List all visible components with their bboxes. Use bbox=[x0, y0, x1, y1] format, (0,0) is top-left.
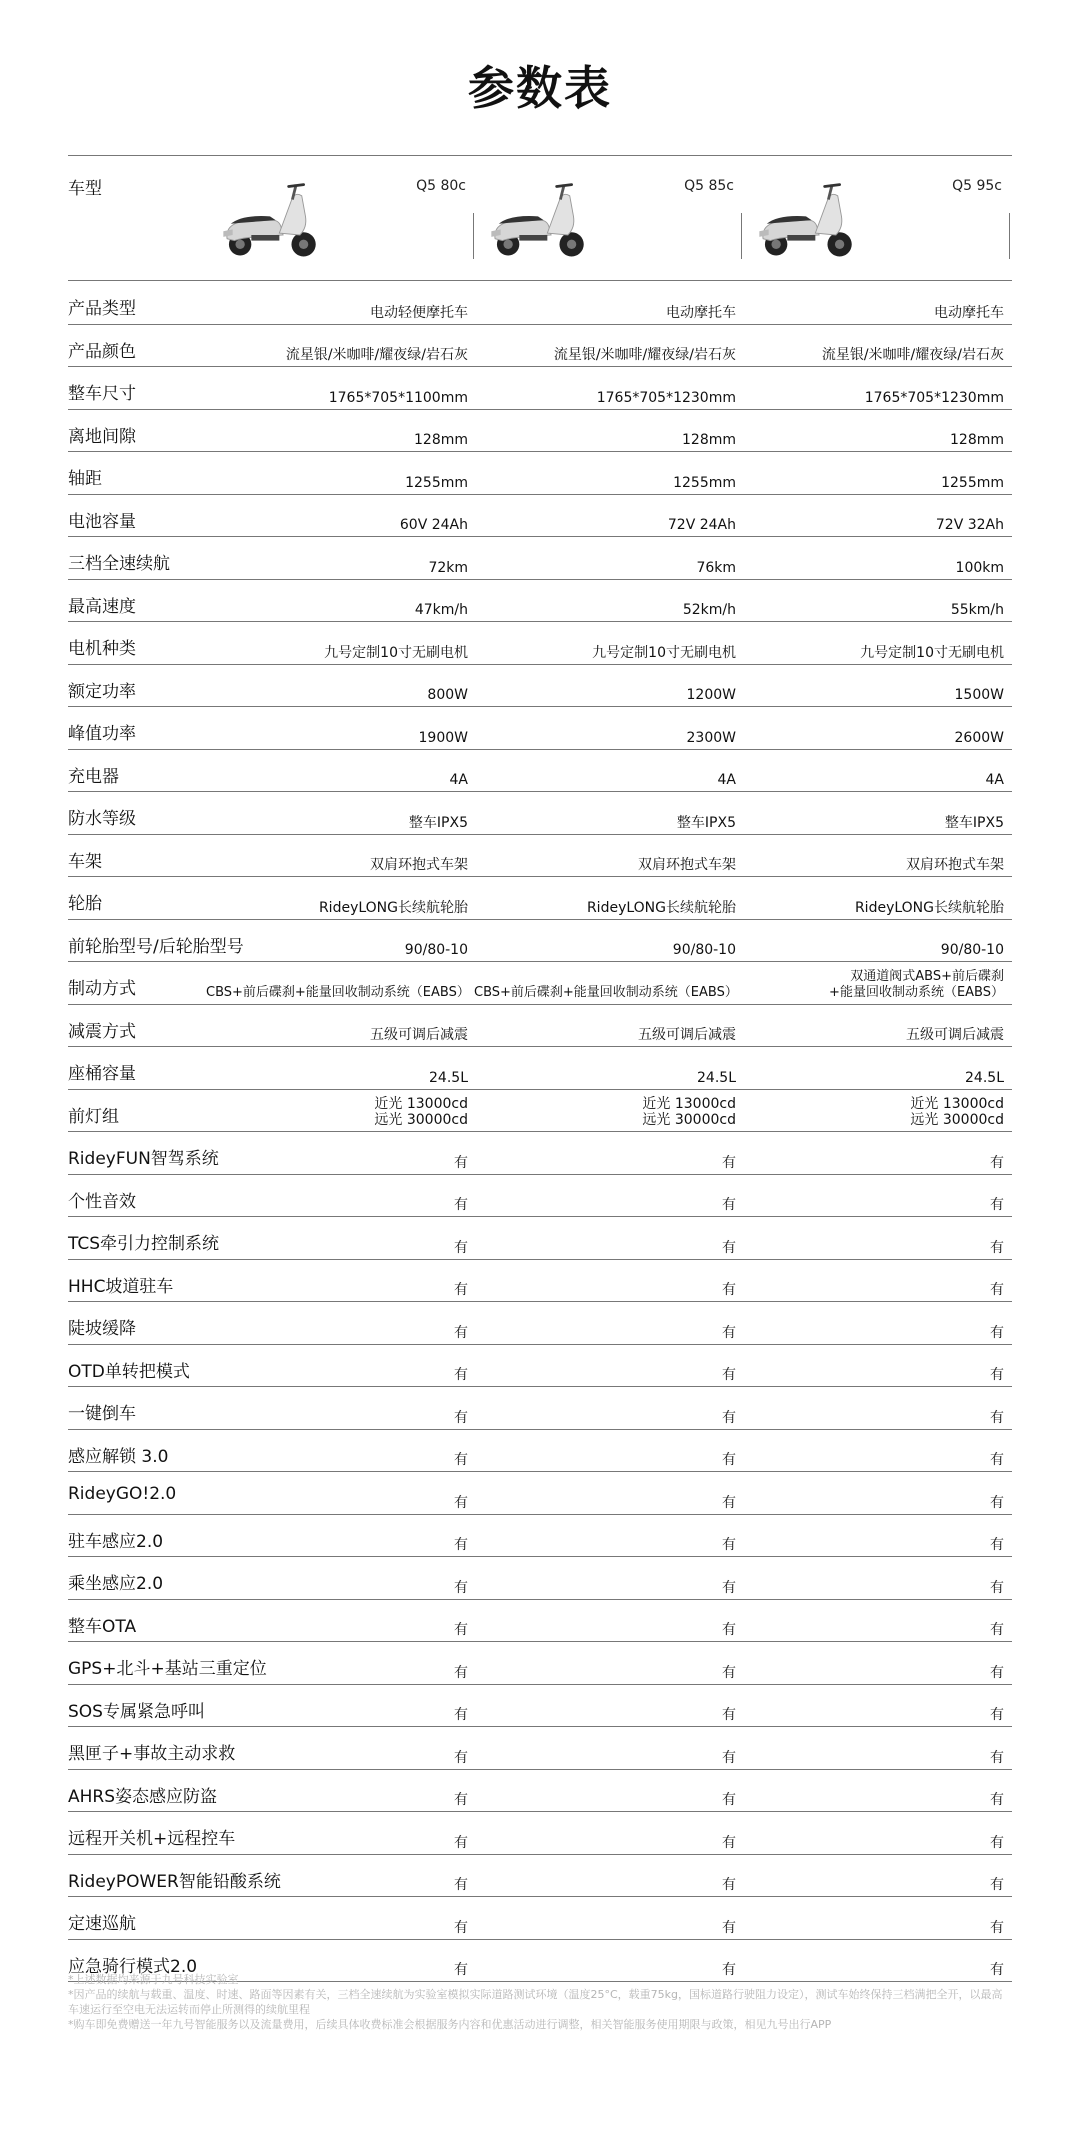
spec-label: TCS牵引力控制系统 bbox=[68, 1234, 220, 1254]
spec-value: 90/80-10 bbox=[672, 942, 736, 958]
spec-row bbox=[68, 1302, 1012, 1345]
spec-value: 有 bbox=[454, 1154, 468, 1171]
spec-label: AHRS姿态感应防盗 bbox=[68, 1786, 218, 1807]
spec-value: 800W bbox=[427, 687, 468, 703]
spec-label: 峰值功率 bbox=[68, 724, 136, 744]
spec-row bbox=[68, 1897, 1012, 1940]
model-column-1 bbox=[206, 158, 474, 280]
spec-value: 有 bbox=[454, 1622, 468, 1638]
spec-label: 减震方式 bbox=[68, 1021, 136, 1042]
spec-value: 有 bbox=[990, 1537, 1004, 1553]
spec-value: 有 bbox=[454, 1834, 468, 1851]
spec-label: 远程开关机+远程控车 bbox=[68, 1829, 236, 1849]
spec-value: 有 bbox=[454, 1324, 468, 1341]
model-name: Q5 85c bbox=[684, 178, 734, 194]
spec-value: 流星银/米咖啡/耀夜绿/岩石灰 bbox=[285, 347, 468, 363]
spec-value: 有 bbox=[722, 1409, 736, 1426]
spec-label: 前轮胎型号/后轮胎型号 bbox=[68, 936, 244, 957]
spec-value: 双肩环抱式车架 bbox=[638, 857, 736, 873]
spec-value: 1765*705*1230mm bbox=[864, 389, 1004, 406]
spec-value: 有 bbox=[454, 1579, 468, 1596]
spec-value: 整车IPX5 bbox=[676, 814, 736, 831]
spec-row bbox=[68, 410, 1012, 453]
spec-label: 陡坡缓降 bbox=[68, 1319, 136, 1339]
spec-value: 双通道阀式ABS+前后碟刹 +能量回收制动系统（EABS） bbox=[829, 968, 1004, 1000]
spec-value: 128mm bbox=[950, 432, 1004, 448]
spec-value: 有 bbox=[990, 1622, 1004, 1638]
spec-value: 47km/h bbox=[414, 602, 468, 618]
spec-label: 产品类型 bbox=[68, 299, 136, 319]
spec-value: 72V 32Ah bbox=[935, 517, 1004, 533]
spec-value: 双肩环抱式车架 bbox=[370, 857, 468, 873]
spec-row bbox=[68, 495, 1012, 538]
spec-row bbox=[68, 1090, 1012, 1133]
model-column-3 bbox=[742, 158, 1010, 280]
spec-value: 128mm bbox=[682, 432, 736, 448]
spec-value: 有 bbox=[722, 1919, 736, 1936]
spec-value: 有 bbox=[454, 1749, 468, 1766]
spec-value: 有 bbox=[722, 1494, 736, 1511]
model-header-row bbox=[68, 158, 1012, 281]
spec-value: 72km bbox=[428, 559, 468, 576]
spec-value: RideyLONG长续航轮胎 bbox=[586, 899, 736, 916]
spec-value: 双肩环抱式车架 bbox=[906, 857, 1004, 873]
spec-value: 有 bbox=[454, 1452, 468, 1468]
spec-row bbox=[68, 707, 1012, 750]
spec-value: 1900W bbox=[418, 729, 468, 746]
spec-value: 2300W bbox=[686, 729, 736, 746]
spec-label: RideyGO!2.0 bbox=[68, 1484, 177, 1504]
spec-label: 车架 bbox=[68, 851, 102, 872]
spec-row bbox=[68, 1175, 1012, 1218]
spec-row bbox=[68, 1387, 1012, 1430]
spec-row bbox=[68, 1345, 1012, 1388]
spec-row bbox=[68, 1770, 1012, 1813]
spec-value: 有 bbox=[454, 1664, 468, 1681]
spec-row bbox=[68, 1727, 1012, 1770]
spec-value: 4A bbox=[717, 772, 736, 788]
spec-value: 有 bbox=[722, 1622, 736, 1638]
spec-value: 24.5L bbox=[697, 1069, 736, 1086]
spec-table bbox=[68, 282, 1012, 1982]
spec-value: 有 bbox=[722, 1239, 736, 1256]
spec-value: 有 bbox=[990, 1749, 1004, 1766]
spec-value: 52km/h bbox=[682, 602, 736, 618]
spec-value: 有 bbox=[722, 1537, 736, 1553]
spec-label: 最高速度 bbox=[68, 596, 136, 617]
spec-row bbox=[68, 580, 1012, 623]
spec-value: 五级可调后减震 bbox=[370, 1027, 468, 1043]
spec-value: 近光 13000cd 远光 30000cd bbox=[374, 1096, 468, 1128]
spec-row bbox=[68, 1557, 1012, 1600]
spec-row bbox=[68, 325, 1012, 368]
spec-value: 100km bbox=[955, 559, 1004, 576]
spec-value: 有 bbox=[722, 1452, 736, 1468]
spec-label: 定速巡航 bbox=[68, 1914, 136, 1934]
spec-value: 有 bbox=[454, 1919, 468, 1936]
spec-value: 55km/h bbox=[950, 602, 1004, 618]
spec-value: 有 bbox=[722, 1877, 736, 1893]
spec-value: 有 bbox=[454, 1962, 468, 1978]
model-column-2 bbox=[474, 158, 742, 280]
spec-row bbox=[68, 750, 1012, 793]
spec-label: 产品颜色 bbox=[68, 341, 136, 362]
spec-value: 有 bbox=[454, 1707, 468, 1723]
spec-label: 整车OTA bbox=[68, 1616, 137, 1637]
spec-value: 有 bbox=[454, 1494, 468, 1511]
spec-value: 有 bbox=[990, 1452, 1004, 1468]
spec-value: 90/80-10 bbox=[940, 942, 1004, 958]
spec-row bbox=[68, 1642, 1012, 1685]
spec-value: 有 bbox=[454, 1792, 468, 1808]
spec-row bbox=[68, 962, 1012, 1005]
spec-value: 1765*705*1100mm bbox=[328, 389, 468, 406]
spec-value: 1255mm bbox=[673, 474, 736, 491]
spec-value: 4A bbox=[985, 772, 1004, 788]
spec-row bbox=[68, 1472, 1012, 1515]
spec-value: 90/80-10 bbox=[404, 942, 468, 958]
spec-label: SOS专属紧急呼叫 bbox=[68, 1701, 205, 1722]
spec-label: 离地间隙 bbox=[68, 426, 136, 447]
spec-label: 电池容量 bbox=[68, 511, 136, 532]
spec-label: 座桶容量 bbox=[68, 1064, 136, 1084]
footnote: *购车即免费赠送一年九号智能服务以及流量费用，后续具体收费标准会根据服务内容和优惠活动进行调整，相关智能服务使用期限与政策，相见九号出行APP bbox=[68, 2018, 832, 2031]
spec-value: 有 bbox=[454, 1367, 468, 1383]
spec-value: 有 bbox=[990, 1367, 1004, 1383]
spec-value: 近光 13000cd 远光 30000cd bbox=[910, 1096, 1004, 1128]
spec-value: 24.5L bbox=[965, 1069, 1004, 1086]
model-name: Q5 95c bbox=[952, 178, 1002, 194]
spec-label: 电机种类 bbox=[68, 639, 136, 659]
spec-value: 五级可调后减震 bbox=[906, 1027, 1004, 1043]
spec-row bbox=[68, 1812, 1012, 1855]
page-title: 参数表 bbox=[468, 61, 612, 115]
spec-value: 有 bbox=[990, 1239, 1004, 1256]
spec-value: 1255mm bbox=[941, 474, 1004, 491]
spec-value: CBS+前后碟刹+能量回收制动系统（EABS） bbox=[474, 984, 738, 1000]
spec-value: 有 bbox=[722, 1792, 736, 1808]
spec-value: 有 bbox=[990, 1494, 1004, 1511]
spec-value: RideyLONG长续航轮胎 bbox=[318, 899, 468, 916]
spec-label: 驻车感应2.0 bbox=[68, 1531, 164, 1552]
spec-value: 九号定制10寸无刷电机 bbox=[324, 644, 468, 661]
spec-value: 有 bbox=[722, 1707, 736, 1723]
spec-row bbox=[68, 367, 1012, 410]
spec-value: 有 bbox=[990, 1324, 1004, 1341]
spec-row bbox=[68, 1260, 1012, 1303]
spec-value: 有 bbox=[722, 1282, 736, 1298]
spec-label: 轴距 bbox=[68, 469, 102, 489]
spec-value: 有 bbox=[722, 1579, 736, 1596]
spec-value: 有 bbox=[990, 1197, 1004, 1213]
spec-value: 有 bbox=[454, 1197, 468, 1213]
spec-label: 乘坐感应2.0 bbox=[68, 1574, 164, 1594]
spec-value: 有 bbox=[990, 1409, 1004, 1426]
footnote: *上述数据均来源于九号科技实验室 bbox=[68, 1973, 239, 1986]
spec-row bbox=[68, 282, 1012, 325]
spec-value: 电动轻便摩托车 bbox=[370, 304, 468, 321]
spec-value: 有 bbox=[990, 1834, 1004, 1851]
spec-row bbox=[68, 792, 1012, 835]
spec-value: 1200W bbox=[686, 687, 736, 703]
spec-label: 额定功率 bbox=[68, 681, 136, 702]
spec-value: 九号定制10寸无刷电机 bbox=[592, 644, 736, 661]
model-header-label: 车型 bbox=[68, 179, 102, 199]
spec-value: 76km bbox=[696, 559, 736, 576]
spec-row bbox=[68, 1855, 1012, 1898]
spec-value: 九号定制10寸无刷电机 bbox=[860, 644, 1004, 661]
spec-row bbox=[68, 877, 1012, 920]
spec-value: RideyLONG长续航轮胎 bbox=[854, 899, 1004, 916]
spec-value: 整车IPX5 bbox=[408, 814, 468, 831]
spec-row bbox=[68, 665, 1012, 708]
spec-value: 有 bbox=[990, 1579, 1004, 1596]
spec-value: 有 bbox=[990, 1919, 1004, 1936]
spec-row bbox=[68, 1430, 1012, 1473]
spec-value: 有 bbox=[990, 1664, 1004, 1681]
spec-row bbox=[68, 1600, 1012, 1643]
scooter-image bbox=[750, 176, 862, 266]
model-name: Q5 80c bbox=[416, 178, 466, 194]
spec-value: 60V 24Ah bbox=[399, 517, 468, 533]
spec-label: 应急骑行模式2.0 bbox=[68, 1956, 198, 1977]
spec-row bbox=[68, 1217, 1012, 1260]
spec-row bbox=[68, 920, 1012, 963]
spec-value: 有 bbox=[722, 1197, 736, 1213]
spec-value: 有 bbox=[722, 1664, 736, 1681]
spec-value: 整车IPX5 bbox=[944, 814, 1004, 831]
scooter-image bbox=[482, 176, 594, 266]
spec-value: 1255mm bbox=[405, 474, 468, 491]
spec-value: 有 bbox=[722, 1834, 736, 1851]
spec-label: 充电器 bbox=[68, 766, 119, 787]
scooter-image bbox=[214, 176, 326, 266]
spec-row bbox=[68, 1515, 1012, 1558]
spec-value: 流星银/米咖啡/耀夜绿/岩石灰 bbox=[821, 347, 1004, 363]
spec-value: 有 bbox=[454, 1537, 468, 1553]
spec-row bbox=[68, 1047, 1012, 1090]
spec-value: 有 bbox=[454, 1239, 468, 1256]
spec-value: 4A bbox=[449, 772, 468, 788]
spec-value: 1500W bbox=[954, 687, 1004, 703]
spec-value: CBS+前后碟刹+能量回收制动系统（EABS） bbox=[206, 984, 470, 1000]
spec-row bbox=[68, 1005, 1012, 1048]
spec-label: OTD单转把模式 bbox=[68, 1361, 190, 1382]
top-divider bbox=[68, 155, 1012, 156]
spec-row bbox=[68, 537, 1012, 580]
spec-label: RideyPOWER智能铅酸系统 bbox=[68, 1871, 281, 1892]
spec-value: 有 bbox=[990, 1962, 1004, 1978]
spec-row bbox=[68, 452, 1012, 495]
spec-value: 有 bbox=[990, 1792, 1004, 1808]
spec-value: 128mm bbox=[414, 432, 468, 448]
spec-label: 三档全速续航 bbox=[68, 554, 170, 574]
spec-label: 黑匣子+事故主动求救 bbox=[68, 1744, 236, 1764]
spec-value: 有 bbox=[454, 1877, 468, 1893]
spec-value: 有 bbox=[722, 1962, 736, 1978]
spec-value: 有 bbox=[722, 1367, 736, 1383]
spec-value: 电动摩托车 bbox=[666, 304, 736, 321]
spec-value: 有 bbox=[990, 1707, 1004, 1723]
spec-value: 五级可调后减震 bbox=[638, 1027, 736, 1043]
spec-row bbox=[68, 835, 1012, 878]
spec-value: 有 bbox=[990, 1877, 1004, 1893]
spec-value: 2600W bbox=[954, 729, 1004, 746]
spec-value: 24.5L bbox=[429, 1069, 468, 1086]
spec-label: RideyFUN智驾系统 bbox=[68, 1149, 219, 1169]
spec-value: 有 bbox=[990, 1282, 1004, 1298]
spec-label: HHC坡道驻车 bbox=[68, 1276, 174, 1297]
spec-value: 1765*705*1230mm bbox=[596, 389, 736, 406]
spec-value: 有 bbox=[454, 1282, 468, 1298]
footnote: *因产品的续航与载重、温度、时速、路面等因素有关，三档全速续航为实验室模拟实际道路测试环境（温度25°C，载重75kg，国标道路行驶阻力设定），测试车始终保持三档满把全开，以最高车速运行至空电无法运转而停止所测得的续航里程 bbox=[68, 1988, 1003, 2016]
spec-value: 电动摩托车 bbox=[934, 304, 1004, 321]
spec-row bbox=[68, 622, 1012, 665]
spec-label: 一键倒车 bbox=[68, 1404, 136, 1424]
spec-value: 有 bbox=[722, 1154, 736, 1171]
spec-label: 轮胎 bbox=[68, 894, 102, 914]
footnotes bbox=[68, 1972, 1012, 2032]
spec-row bbox=[68, 1685, 1012, 1728]
spec-label: 前灯组 bbox=[68, 1106, 119, 1127]
spec-label: 防水等级 bbox=[68, 809, 136, 829]
spec-value: 有 bbox=[722, 1749, 736, 1766]
spec-row bbox=[68, 1132, 1012, 1175]
spec-label: 整车尺寸 bbox=[68, 384, 136, 404]
spec-value: 近光 13000cd 远光 30000cd bbox=[642, 1096, 736, 1128]
spec-label: GPS+北斗+基站三重定位 bbox=[68, 1659, 267, 1679]
column-divider bbox=[1009, 213, 1010, 259]
spec-value: 有 bbox=[722, 1324, 736, 1341]
spec-value: 72V 24Ah bbox=[667, 517, 736, 533]
spec-value: 有 bbox=[990, 1154, 1004, 1171]
spec-label: 个性音效 bbox=[68, 1191, 136, 1212]
spec-value: 流星银/米咖啡/耀夜绿/岩石灰 bbox=[553, 347, 736, 363]
spec-value: 有 bbox=[454, 1409, 468, 1426]
spec-label: 制动方式 bbox=[68, 979, 136, 999]
spec-label: 感应解锁 3.0 bbox=[68, 1446, 169, 1467]
